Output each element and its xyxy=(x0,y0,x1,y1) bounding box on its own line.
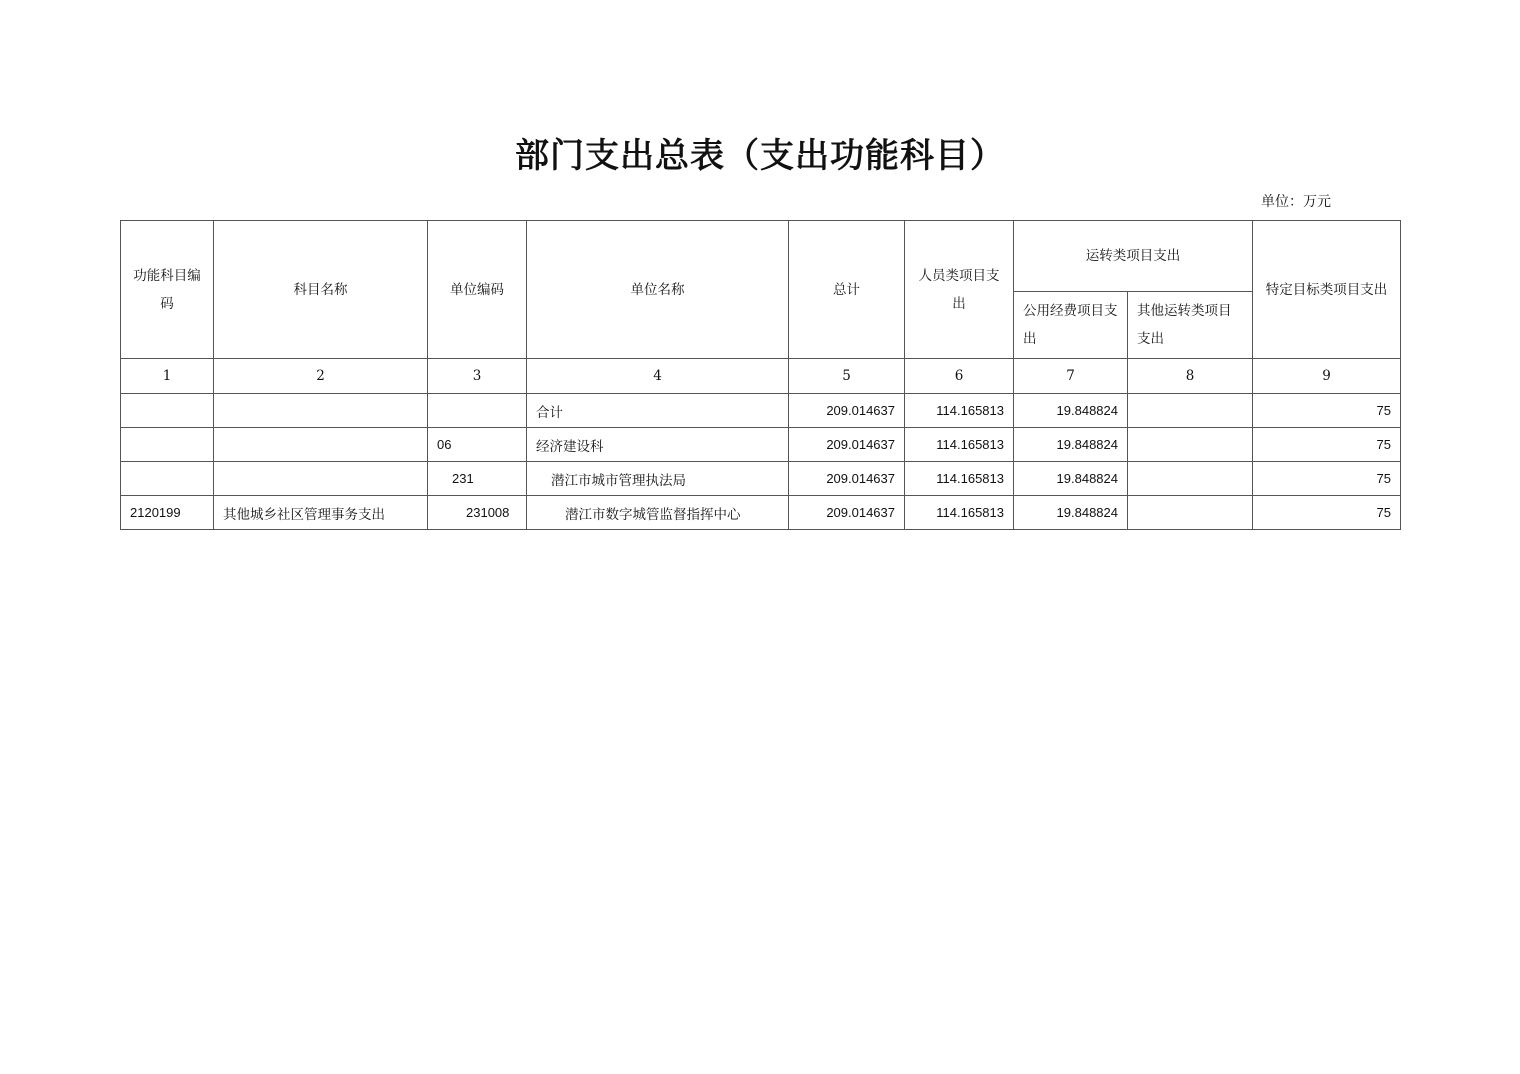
header-subject-name: 科目名称 xyxy=(214,221,428,359)
cell-personnel: 114.165813 xyxy=(905,462,1014,496)
cell-total: 209.014637 xyxy=(789,496,905,530)
column-index: 3 xyxy=(428,359,527,394)
header-unit-name: 单位名称 xyxy=(527,221,789,359)
cell-total: 209.014637 xyxy=(789,428,905,462)
cell-total: 209.014637 xyxy=(789,394,905,428)
header-row-1 xyxy=(121,221,1401,292)
column-index: 8 xyxy=(1128,359,1253,394)
header-public-funds: 公用经费项目支出 xyxy=(1014,292,1128,359)
cell-other-operation xyxy=(1128,462,1253,496)
cell-special: 75 xyxy=(1253,394,1401,428)
header-operation: 运转类项目支出 xyxy=(1014,221,1253,292)
cell-total: 209.014637 xyxy=(789,462,905,496)
cell-other-operation xyxy=(1128,428,1253,462)
cell-func-code xyxy=(121,462,214,496)
header-other-operation: 其他运转类项目支出 xyxy=(1128,292,1253,359)
table-row xyxy=(121,462,1401,496)
cell-subject-name xyxy=(214,462,428,496)
cell-unit-code: 231 xyxy=(428,462,527,496)
cell-public-funds: 19.848824 xyxy=(1014,428,1128,462)
cell-subject-name: 其他城乡社区管理事务支出 xyxy=(214,496,428,530)
cell-public-funds: 19.848824 xyxy=(1014,394,1128,428)
unit-label: 单位：万元 xyxy=(1261,194,1331,210)
column-index: 4 xyxy=(527,359,789,394)
page-title: 部门支出总表（支出功能科目） xyxy=(515,136,1005,176)
cell-public-funds: 19.848824 xyxy=(1014,496,1128,530)
cell-func-code xyxy=(121,428,214,462)
cell-func-code: 2120199 xyxy=(121,496,214,530)
cell-unit-code xyxy=(428,394,527,428)
header-special: 特定目标类项目支出 xyxy=(1253,221,1401,359)
header-func-code: 功能科目编码 xyxy=(121,221,214,359)
column-index: 7 xyxy=(1014,359,1128,394)
table-row xyxy=(121,428,1401,462)
cell-unit-code: 06 xyxy=(428,428,527,462)
cell-other-operation xyxy=(1128,394,1253,428)
cell-other-operation xyxy=(1128,496,1253,530)
table-row xyxy=(121,394,1401,428)
cell-unit-name: 潜江市数字城管监督指挥中心 xyxy=(527,496,789,530)
column-index-row xyxy=(121,359,1401,394)
column-index: 5 xyxy=(789,359,905,394)
header-unit-code: 单位编码 xyxy=(428,221,527,359)
cell-special: 75 xyxy=(1253,496,1401,530)
cell-personnel: 114.165813 xyxy=(905,428,1014,462)
header-personnel: 人员类项目支出 xyxy=(905,221,1014,359)
expenditure-table xyxy=(120,220,1401,530)
table-row xyxy=(121,496,1401,530)
column-index: 6 xyxy=(905,359,1014,394)
cell-unit-name: 经济建设科 xyxy=(527,428,789,462)
cell-subject-name xyxy=(214,394,428,428)
cell-unit-name: 潜江市城市管理执法局 xyxy=(527,462,789,496)
header-total: 总计 xyxy=(789,221,905,359)
cell-personnel: 114.165813 xyxy=(905,496,1014,530)
cell-unit-code: 231008 xyxy=(428,496,527,530)
column-index: 2 xyxy=(214,359,428,394)
cell-subject-name xyxy=(214,428,428,462)
cell-unit-name: 合计 xyxy=(527,394,789,428)
column-index: 1 xyxy=(121,359,214,394)
cell-func-code xyxy=(121,394,214,428)
column-index: 9 xyxy=(1253,359,1401,394)
cell-personnel: 114.165813 xyxy=(905,394,1014,428)
cell-special: 75 xyxy=(1253,462,1401,496)
cell-public-funds: 19.848824 xyxy=(1014,462,1128,496)
cell-special: 75 xyxy=(1253,428,1401,462)
